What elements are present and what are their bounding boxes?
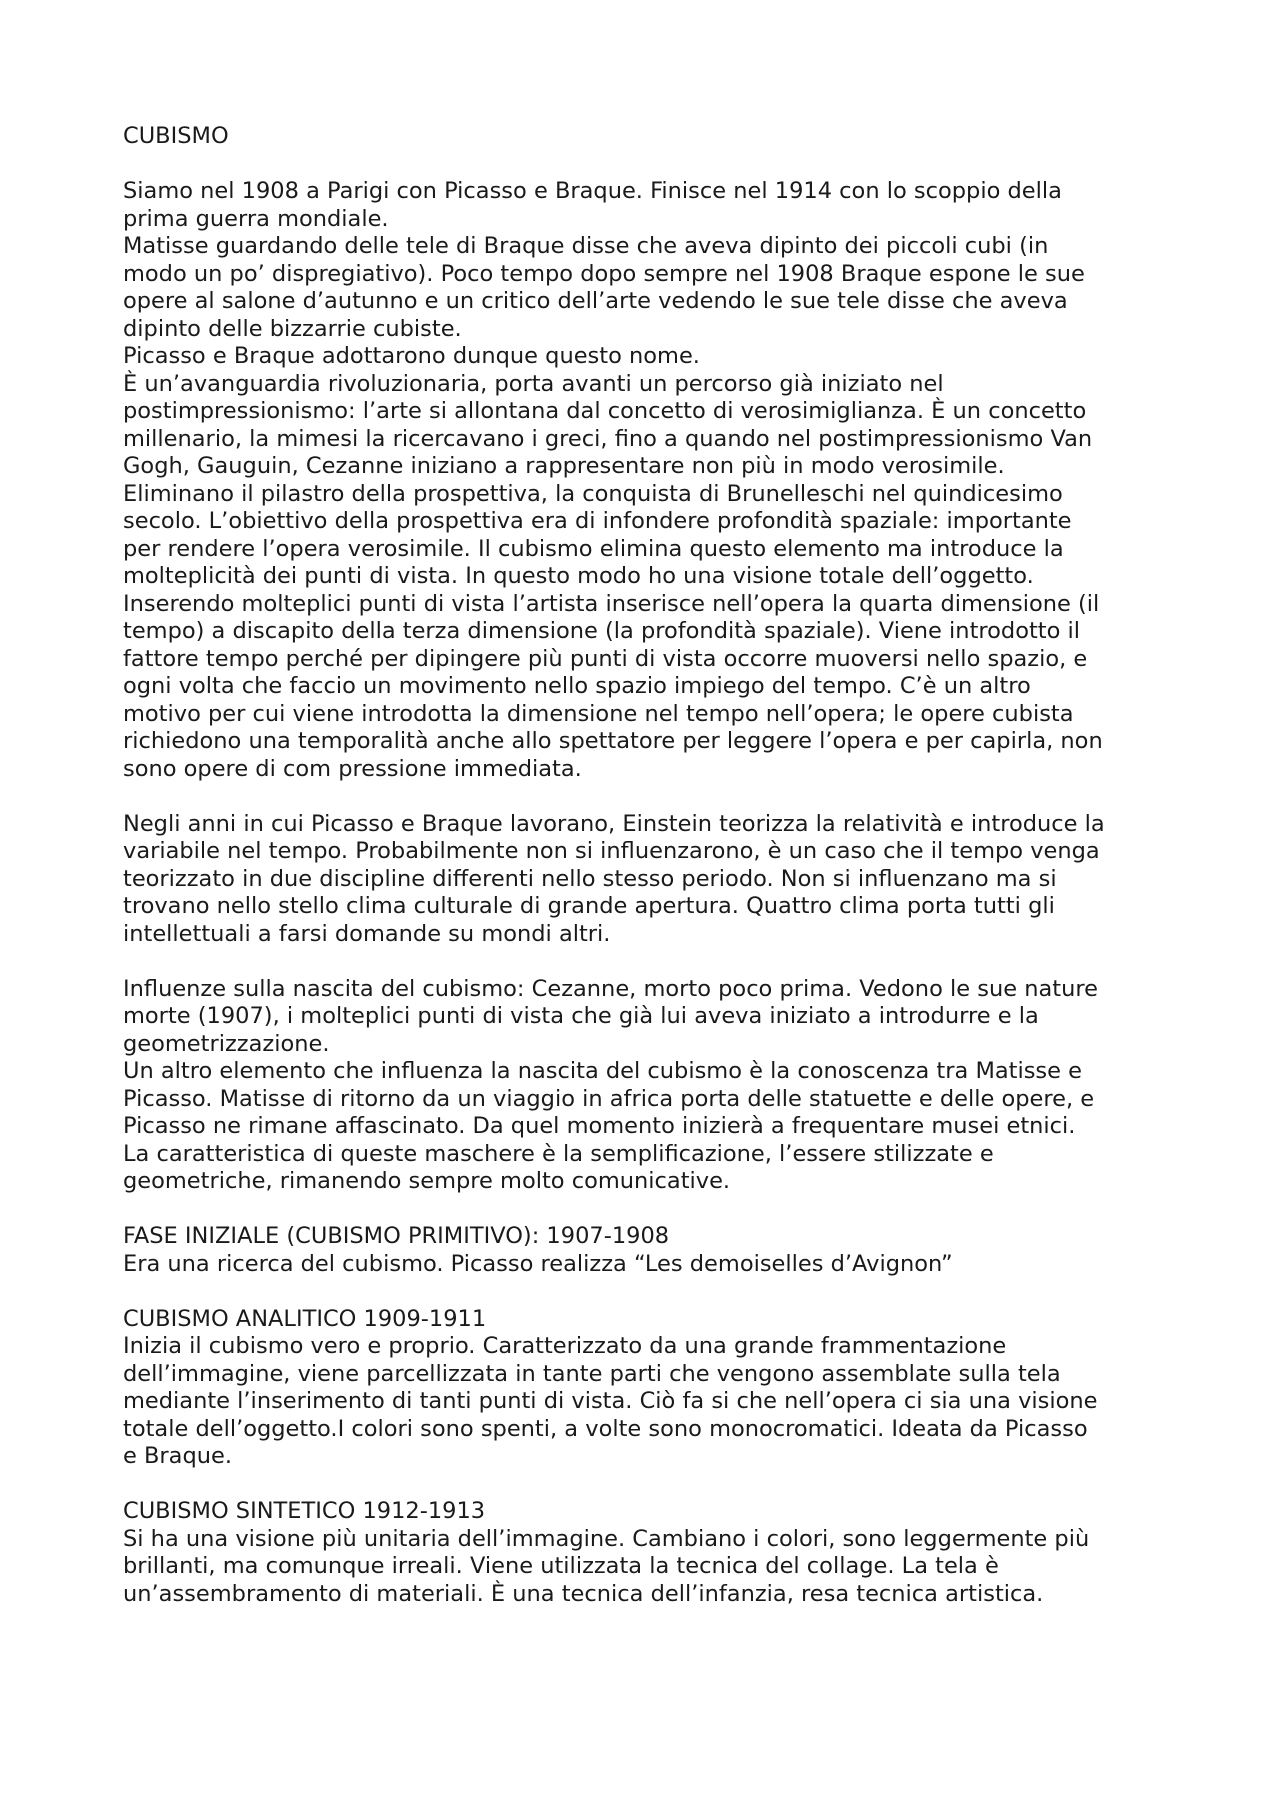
text-line: Negli anni in cui Picasso e Braque lavorano, Einstein teorizza la relatività e introduce la: [123, 810, 1105, 837]
text-line: geometriche, rimanendo sempre molto comunicative.: [123, 1168, 731, 1194]
text-line: CUBISMO: [123, 123, 229, 149]
text-line: per rendere l’opera verosimile. Il cubismo elimina questo elemento ma introduce la: [123, 535, 1064, 562]
paragraph: [123, 1333, 1173, 1471]
text-line: prima guerra mondiale.: [123, 205, 389, 232]
text-line: CUBISMO SINTETICO 1912-1913: [123, 1498, 486, 1524]
paragraph: [123, 343, 1173, 371]
paragraph-gap: [123, 948, 1173, 976]
text-line: Un altro elemento che influenza la nascita del cubismo è la conoscenza tra Matisse e: [123, 1058, 1082, 1084]
text-line: CUBISMO ANALITICO 1909-1911: [123, 1305, 487, 1332]
text-line: Gogh, Gauguin, Cezanne iniziano a rappresentare non più in modo verosimile.: [123, 453, 1005, 479]
text-line: millenario, la mimesi la ricercavano i greci, fino a quando nel postimpressionismo Van: [123, 425, 1093, 452]
paragraph: [123, 1058, 1173, 1196]
text-line: totale dell’oggetto.I colori sono spenti, a volte sono monocromatici. Ideata da Picasso: [123, 1415, 1088, 1442]
paragraph: [123, 976, 1173, 1059]
text-line: ogni volta che faccio un movimento nello spazio impiego del tempo. C’è un altro: [123, 673, 1031, 699]
text-line: morte (1907), i molteplici punti di vista che già lui aveva iniziato a introdurre e la: [123, 1003, 1039, 1029]
section-heading: [123, 1306, 1173, 1334]
paragraph: [123, 1526, 1173, 1609]
text-line: mediante l’inserimento di tanti punti di vista. Ciò fa si che nell’opera ci sia una visione: [123, 1388, 1098, 1414]
text-line: La caratteristica di queste maschere è la semplificazione, l’essere stilizzate e: [123, 1140, 994, 1167]
paragraph: [123, 371, 1173, 784]
text-line: Picasso. Matisse di ritorno da un viaggio in africa porta delle statuette e delle opere, e: [123, 1085, 1095, 1112]
text-line: dipinto delle bizzarrie cubiste.: [123, 315, 462, 342]
text-line: postimpressionismo: l’arte si allontana dal concetto di verosimiglianza. È un concetto: [123, 398, 1087, 424]
text-line: fattore tempo perché per dipingere più punti di vista occorre muoversi nello spazio, e: [123, 645, 1088, 672]
text-line: brillanti, ma comunque irreali. Viene utilizzata la tecnica del collage. La tela è: [123, 1553, 999, 1579]
text-line: tempo) a discapito della terza dimensione (la profondità spaziale). Viene introdotto il: [123, 618, 1081, 644]
paragraph: [123, 1251, 1173, 1279]
text-line: secolo. L’obiettivo della prospettiva era di infondere profondità spaziale: importante: [123, 508, 1072, 534]
text-line: intellettuali a farsi domande su mondi altri.: [123, 920, 611, 947]
text-line: Si ha una visione più unitaria dell’immagine. Cambiano i colori, sono leggermente più: [123, 1525, 1090, 1552]
document-page: [123, 123, 1173, 1608]
text-line: teorizzato in due discipline differenti nello stesso periodo. Non si influenzano ma si: [123, 865, 1057, 892]
paragraph-gap: [123, 1278, 1173, 1306]
section-heading: [123, 123, 1173, 151]
section-heading: [123, 1498, 1173, 1526]
text-line: Picasso e Braque adottarono dunque questo nome.: [123, 343, 700, 369]
text-line: richiedono una temporalità anche allo spettatore per leggere l’opera e per capirla, non: [123, 728, 1103, 754]
text-line: Eliminano il pilastro della prospettiva, la conquista di Brunelleschi nel quindicesimo: [123, 480, 1063, 507]
text-line: sono opere di com pressione immediata.: [123, 755, 582, 782]
text-line: motivo per cui viene introdotta la dimensione nel tempo nell’opera; le opere cubista: [123, 700, 1074, 727]
text-line: Inserendo molteplici punti di vista l’artista inserisce nell’opera la quarta dimensione (il: [123, 590, 1100, 617]
section-heading: [123, 1223, 1173, 1251]
text-line: variabile nel tempo. Probabilmente non si influenzarono, è un caso che il tempo venga: [123, 838, 1100, 864]
text-line: opere al salone d’autunno e un critico dell’arte vedendo le sue tele disse che aveva: [123, 288, 1068, 314]
text-line: trovano nello stello clima culturale di grande apertura. Quattro clima porta tutti gli: [123, 893, 1055, 919]
text-line: e Braque.: [123, 1443, 233, 1469]
paragraph: [123, 178, 1173, 233]
text-line: un’assembramento di materiali. È una tecnica dell’infanzia, resa tecnica artistica.: [123, 1580, 1044, 1607]
paragraph-gap: [123, 1471, 1173, 1499]
text-line: Matisse guardando delle tele di Braque disse che aveva dipinto dei piccoli cubi (in: [123, 233, 1049, 259]
paragraph: [123, 811, 1173, 949]
text-line: Era una ricerca del cubismo. Picasso realizza “Les demoiselles d’Avignon”: [123, 1250, 953, 1277]
text-line: modo un po’ dispregiativo). Poco tempo dopo sempre nel 1908 Braque espone le sue: [123, 260, 1085, 287]
text-line: molteplicità dei punti di vista. In questo modo ho una visione totale dell’oggetto.: [123, 563, 1034, 589]
text-line: È un’avanguardia rivoluzionaria, porta avanti un percorso già iniziato nel: [123, 370, 944, 397]
paragraph-gap: [123, 783, 1173, 811]
text-line: Inizia il cubismo vero e proprio. Caratterizzato da una grande frammentazione: [123, 1333, 1007, 1359]
text-line: geometrizzazione.: [123, 1030, 330, 1057]
paragraph-gap: [123, 1196, 1173, 1224]
text-line: Influenze sulla nascita del cubismo: Cezanne, morto poco prima. Vedono le sue nature: [123, 975, 1098, 1002]
text-line: Siamo nel 1908 a Parigi con Picasso e Braque. Finisce nel 1914 con lo scoppio della: [123, 178, 1062, 204]
text-line: dell’immagine, viene parcellizzata in tante parti che vengono assemblate sulla tela: [123, 1360, 1061, 1387]
text-line: Picasso ne rimane affascinato. Da quel momento inizierà a frequentare musei etnici.: [123, 1113, 1076, 1139]
paragraph-gap: [123, 151, 1173, 179]
text-line: FASE INIZIALE (CUBISMO PRIMITIVO): 1907-1908: [123, 1223, 670, 1249]
paragraph: [123, 233, 1173, 343]
